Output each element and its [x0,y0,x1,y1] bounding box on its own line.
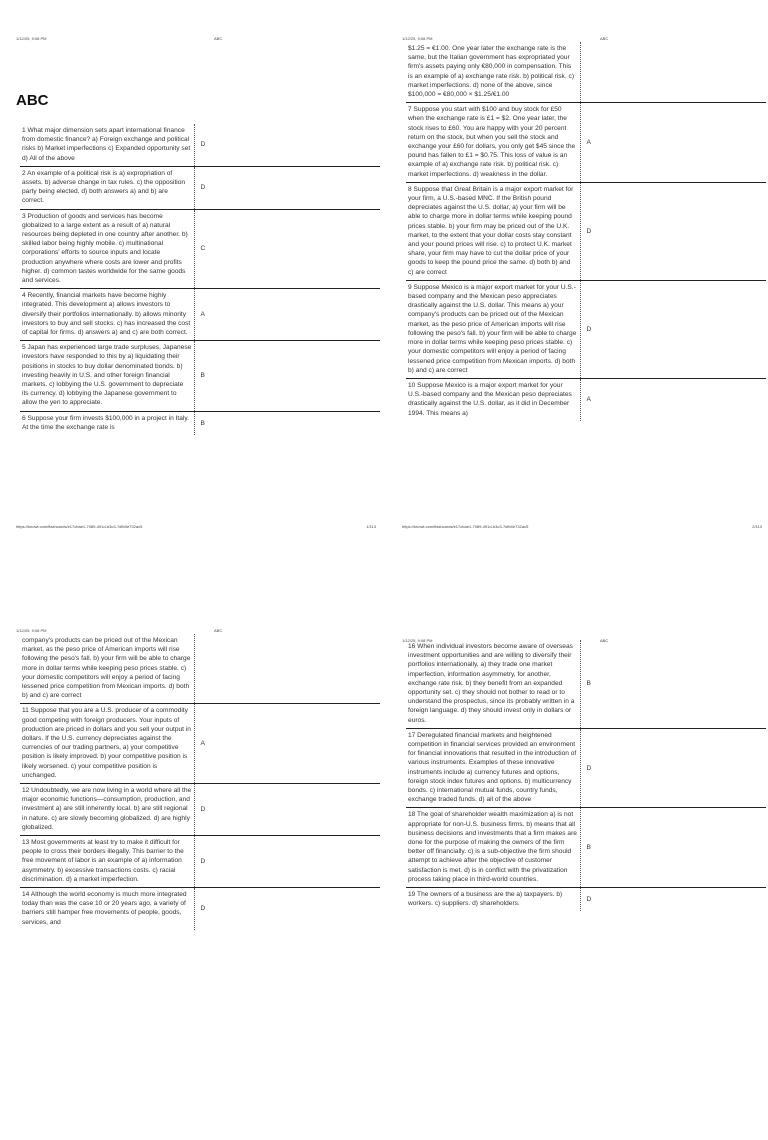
answer-text: B [200,419,205,427]
answer-text: B [586,680,591,688]
question-text: 1 What major dimension sets apart international finance from domestic finance? a) Foreign exchange and political risks b) Market imperfections c) Expanded opportunity set d) All of the above [20,124,195,166]
question-text: company's products can be priced out of the Mexican market, as the peso price of American imports will rise following the peso's fall. b) your firm will be able to charge more in dollar terms while keeping peso prices stable. c) your domestic competitors will enjoy a period of facing lessened price competition from Mexican imports. d) both b) and c) are correct [20,634,195,703]
table-row [406,379,766,421]
table-row [20,634,380,704]
site-name: ABC [600,36,609,41]
table-row [406,103,766,183]
question-text: 8 Suppose that Great Britain is a major export market for your firm, a U.S.-based MNC. If the British pound depreciates against the U.S. dollar, a) your firm will be able to charge more in dollar terms while keeping pound prices stable. b) your firm may be priced out of the U.K. market, to the extent that your dollar costs stay constant and your pound prices will rise. c) to protect U.K. market share, your firm may have to cut the dollar price of your goods to keep the pound price the same. d) both b) and c) are correct [406,183,581,280]
print-date: 1/12/25, 9:08 PM [16,36,47,41]
answer-text: D [200,806,206,814]
answer-text: D [200,141,206,149]
question-text: 5 Japan has experienced large trade surpluses. Japanese investors have responded to this by a) liquidating their positions in stocks to buy dollar denominated bonds. b) investing heavily in U.S. and other foreign financial markets. c) lobbying the U.S. government to depreciate its currency. d) lobbying the Japanese government to allow the yen to appreciate. [20,341,195,410]
page-title: ABC [16,92,49,109]
question-text: 9 Suppose Mexico is a major export market for your U.S.-based company and the Mexican peso appreciates drastically against the U.S. dollar. This means a) your company's products can be priced out of the Mexican market, as the peso price of American imports will rise following the peso's fall. b) your firm will be able to charge more in dollar terms while keeping peso prices stable. c) your domestic competitors will enjoy a period of facing lessened price competition from Mexican imports. d) both b) and c) are correct [406,281,581,378]
site-name: ABC [214,628,223,633]
table-row [20,412,380,435]
answer-text: B [586,844,591,852]
print-date: 1/12/25, 9:08 PM [16,628,47,633]
answer-text: A [200,740,205,748]
table-row [20,341,380,411]
table-row [20,836,380,888]
question-text: 14 Although the world economy is much more integrated today than was the case 10 or 20 years ago, a variety of barriers still hamper free movements of people, goods, services, and [20,888,195,930]
table-row [20,124,380,167]
question-text: 6 Suppose your firm invests $100,000 in a project in Italy. At the time the exchange rate is [20,412,195,435]
answer-text: A [586,396,591,404]
question-text: 2 An example of a political risk is a) expropriation of assets. b) adverse change in tax rules. c) the opposition party being elected. d) both answers a) and b) are correct. [20,167,195,209]
source-url[interactable]: https://knowt.com/flashcards/e17cbae1-7089-491d-b3c3-7dfb0e732ac5 [16,524,143,529]
document-page-4 [396,632,768,1140]
print-date: 1/12/25, 9:08 PM [402,638,433,643]
page-number: 2/113 [752,524,762,529]
print-date: 1/12/25, 9:08 PM [402,36,433,41]
answer-text: C [200,245,206,253]
table-row [406,808,766,888]
flashcard-table [20,634,380,930]
site-name: ABC [214,36,223,41]
flashcard-table [20,124,380,435]
answer-text: A [586,139,591,147]
answer-text: D [200,184,206,192]
page-footer [16,524,376,532]
question-text: $1.25 = €1.00. One year later the exchange rate is the same, but the Italian government has expropriated your firm's assets paying only €80,000 in compensation. This is an example of a) exchange rate risk. b) political risk. c) market imperfections. d) none of the above, since $100,000 = €80,000 × $1.25/€1.00 [406,42,581,102]
table-row [406,729,766,809]
table-row [20,210,380,290]
answer-text: D [586,764,592,772]
table-row [406,281,766,379]
answer-text: B [200,372,205,380]
table-row [406,888,766,911]
answer-text: D [586,896,592,904]
page-header [16,36,376,44]
question-text: 17 Deregulated financial markets and heightened competition in financial services provided an environment for financial innovations that resulted in the introduction of various instruments. Examples of these innovative instruments include a) currency futures and options, foreign stock index futures and options. b) multicurrency bonds. c) international mutual funds, country funds, exchange traded funds. d) all of the above [406,729,581,808]
source-url[interactable]: https://knowt.com/flashcards/e17cbae1-7089-491d-b3c3-7dfb0e732ac5 [402,524,529,529]
flashcard-table [406,640,766,911]
answer-text [195,634,380,703]
table-row [20,167,380,210]
table-row [20,704,380,784]
table-row [406,42,766,103]
site-name: ABC [600,638,609,643]
table-row [20,784,380,836]
question-text: 10 Suppose Mexico is a major export market for your U.S.-based company and the Mexican peso depreciates drastically against the U.S. dollar, as it did in December 1994. This means a) [406,379,581,421]
table-row [20,888,380,930]
document-page-3 [10,622,382,1130]
question-text: 16 When individual investors become aware of overseas investment opportunities and are willing to diversify their portfolios internationally, a) they trade one market imperfection, information asymmetry, for another, exchange rate risk. b) they benefit from an expanded opportunity set. c) they should not bother to read or to understand the prospectus, since its probably written in a foreign language. d) they should invest only in dollars or euros. [406,640,581,728]
table-row [20,289,380,341]
question-text: 19 The owners of a business are the a) taxpayers. b) workers. c) suppliers. d) shareholders. [406,888,581,911]
question-text: 3 Production of goods and services has become globalized to a large extent as a result of a) natural resources being depleted in one country after another. b) skilled labor being highly mobile. c) multinational corporations' efforts to source inputs and locate production anywhere where costs are lower and profits higher. d) common tastes worldwide for the same goods and services. [20,210,195,289]
answer-text: A [200,311,205,319]
table-row [406,640,766,729]
flashcard-table [406,42,766,421]
question-text: 12 Undoubtedly, we are now living in a world where all the major economic functions—consumption, production, and investment a) are still inherently local. b) are still regional in nature. c) are slowly becoming globalized. d) are highly globalized. [20,784,195,835]
answer-text: D [200,858,206,866]
question-text: 7 Suppose you start with $100 and buy stock for £50 when the exchange rate is £1 = $2. One year later, the stock rises to £60. You are happy with your 20 percent return on the stock, but when you sell the stock and exchange your £60 for dollars, you only get $45 since the pound has fallen to £1 = $0.75. This loss of value is an example of a) exchange rate risk. b) political risk. c) market imperfections. d) weakness in the dollar. [406,103,581,182]
question-text: 11 Suppose that you are a U.S. producer of a commodity good competing with foreign producers. Your inputs of production are priced in dollars and you sell your output in dollars. If the U.S. currency depreciates against the currencies of our trading partners, a) your competitive position is likely improved. b) your competitive position is likely worsened. c) your competitive position is unchanged. [20,704,195,783]
table-row [406,183,766,281]
answer-text: D [586,227,592,235]
question-text: 18 The goal of shareholder wealth maximization a) is not appropriate for non-U.S. business firms. b) means that all business decisions and investments that a firm makes are done for the purpose of making the owners of the firm better off financially. c) is a sub-objective the firm should attempt to achieve after the objective of customer satisfaction is met. d) is in conflict with the privatization process taking place in third-world countries. [406,808,581,887]
answer-text [581,42,766,102]
page-number: 1/113 [366,524,376,529]
answer-text: D [200,905,206,913]
question-text: 13 Most governments at least try to make it difficult for people to cross their borders illegally. This barrier to the free movement of labor is an example of a) information asymmetry. b) excessive transactions costs. c) racial discrimination. d) a market imperfection. [20,836,195,887]
document-page-2 [396,30,768,538]
answer-text: D [586,325,592,333]
question-text: 4 Recently, financial markets have become highly integrated. This development a) allows investors to diversify their portfolios internationally. b) allows minority investors to buy and sell stocks. c) has increased the cost of capital for firms. d) answers a) and c) are both correct. [20,289,195,340]
document-page-1 [10,30,382,538]
page-footer [402,524,762,532]
